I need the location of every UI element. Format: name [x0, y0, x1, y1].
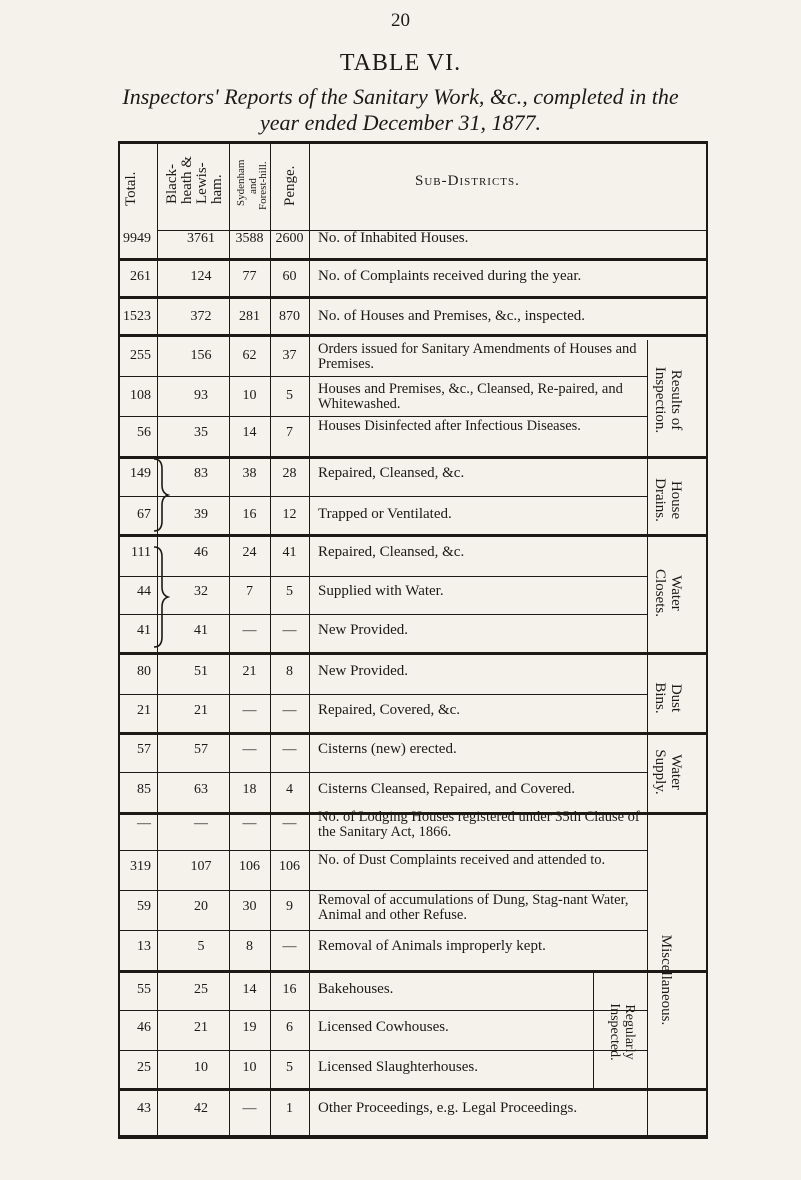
cell-blackheath: 35 — [194, 425, 208, 440]
group-water-supply — [652, 742, 684, 802]
group-water-closets — [652, 558, 684, 628]
cell-total: 149 — [130, 466, 151, 481]
cell-description: Orders issued for Sanitary Amendments of Houses and Premises. — [318, 341, 637, 372]
group-results-of-inspection — [652, 345, 684, 455]
cell-penge: — — [282, 742, 297, 757]
row-separator — [118, 850, 647, 851]
cell-total: 261 — [130, 269, 151, 284]
cell-blackheath: 32 — [194, 584, 208, 599]
group-label-line: Bins. — [652, 682, 669, 714]
group-separator — [118, 652, 708, 655]
row-separator — [118, 496, 647, 497]
cell-description: Houses Disinfected after Infectious Diseases. — [318, 418, 581, 434]
group-label-line: Drains. — [652, 478, 669, 522]
cell-penge: 8 — [286, 664, 293, 679]
cell-sydenham: — — [242, 703, 257, 718]
cell-blackheath: 10 — [194, 1060, 208, 1075]
cell-blackheath: 41 — [194, 623, 208, 638]
cell-description: Repaired, Covered, &c. — [318, 702, 461, 718]
cell-description: New Provided. — [318, 622, 408, 638]
cell-total: 13 — [137, 939, 151, 954]
cell-penge: 41 — [282, 545, 297, 560]
group-separator — [118, 296, 708, 299]
cell-total: 21 — [137, 703, 151, 718]
header-blackheath-2: heath & — [179, 156, 195, 204]
table-top-rule — [118, 141, 708, 144]
cell-penge: 7 — [286, 425, 293, 440]
row-separator — [118, 416, 647, 417]
cell-total: 111 — [131, 545, 151, 560]
cell-description: No. of Houses and Premises, &c., inspected. — [318, 308, 586, 324]
group-label-line: Miscellaneous. — [658, 934, 674, 1026]
cell-total: 319 — [130, 859, 151, 874]
table-title: TABLE VI. — [339, 50, 462, 76]
cell-description: No. of Dust Complaints received and attended to. — [318, 852, 606, 868]
header-sydenham-3: Forest-hill. — [257, 161, 269, 210]
row-separator — [118, 772, 647, 773]
cell-total: 80 — [137, 664, 151, 679]
cell-penge: 5 — [286, 1060, 293, 1075]
cell-total: — — [137, 816, 151, 831]
group-house-drains — [652, 465, 684, 535]
cell-description: No. of Complaints received during the year. — [318, 268, 582, 284]
cell-sydenham: 16 — [242, 507, 257, 522]
cell-description: No. of Lodging Houses registered under 35th Clause of the Sanitary Act, 1866. — [318, 809, 640, 840]
cell-total: 67 — [137, 507, 151, 522]
header-blackheath-1: Black- — [164, 164, 180, 204]
cell-sydenham: — — [242, 1101, 257, 1116]
cell-blackheath: 42 — [194, 1101, 208, 1116]
cell-sydenham: 281 — [239, 309, 260, 324]
group-label-line: Supply. — [652, 749, 669, 795]
cell-blackheath: 83 — [194, 466, 208, 481]
cell-sydenham: 10 — [242, 388, 257, 403]
group-label-line: Closets. — [652, 569, 669, 617]
cell-total: 41 — [137, 623, 151, 638]
cell-penge: 37 — [282, 348, 297, 363]
group-label-line: Water — [668, 575, 684, 611]
cell-penge: 6 — [286, 1020, 293, 1035]
cell-blackheath: 107 — [190, 859, 212, 874]
cell-description: Removal of Animals improperly kept. — [318, 938, 546, 954]
group-label-line: Dust — [668, 683, 684, 713]
cell-total: 255 — [130, 348, 151, 363]
cell-sydenham: 62 — [242, 348, 257, 363]
cell-penge: 16 — [282, 982, 297, 997]
cell-description: Other Proceedings, e.g. Legal Proceedings. — [318, 1100, 578, 1116]
cell-penge: — — [282, 703, 297, 718]
cell-sydenham: 8 — [246, 939, 253, 954]
cell-description: Cisterns (new) erected. — [318, 741, 457, 757]
cell-description: No. of Inhabited Houses. — [318, 230, 469, 246]
cell-penge: 5 — [286, 584, 293, 599]
cell-description: Licensed Cowhouses. — [318, 1019, 449, 1035]
cell-penge: 5 — [286, 388, 293, 403]
cell-sydenham: 19 — [242, 1020, 257, 1035]
group-label-line: Results of — [668, 369, 684, 431]
group-label-line: Inspection. — [652, 366, 669, 434]
header-penge: Penge. — [282, 165, 298, 206]
group-separator — [118, 970, 708, 973]
cell-penge: — — [282, 939, 297, 954]
header-sub-districts: Sub-Districts. — [415, 173, 520, 189]
cell-penge: 9 — [286, 899, 293, 914]
cell-blackheath: 51 — [194, 664, 208, 679]
cell-sydenham: — — [242, 623, 257, 638]
cell-sydenham: 10 — [242, 1060, 257, 1075]
group-label-line: House — [668, 480, 684, 520]
cell-blackheath: 57 — [194, 742, 208, 757]
cell-penge: 106 — [279, 859, 300, 874]
cell-description: Bakehouses. — [318, 981, 394, 997]
group-dust-bins — [652, 673, 684, 723]
brace-closets-icon — [150, 543, 170, 651]
cell-sydenham: 3588 — [235, 231, 264, 246]
cell-sydenham: 77 — [242, 269, 257, 284]
cell-blackheath: 46 — [194, 545, 208, 560]
cell-total: 43 — [137, 1101, 151, 1116]
cell-sydenham: — — [242, 742, 257, 757]
cell-blackheath: 156 — [190, 348, 212, 363]
row-separator — [118, 1010, 647, 1011]
cell-penge: 2600 — [275, 231, 304, 246]
group-separator — [118, 1088, 708, 1091]
cell-sydenham: 14 — [242, 425, 257, 440]
cell-sydenham: 7 — [246, 584, 253, 599]
header-sydenham-1: Sydenham — [235, 159, 247, 206]
cell-total: 1523 — [123, 309, 151, 324]
cell-penge: 28 — [282, 466, 297, 481]
group-label-line: Water — [668, 754, 684, 790]
cell-blackheath: 63 — [194, 782, 208, 797]
cell-description: Supplied with Water. — [318, 583, 444, 599]
cell-total: 57 — [137, 742, 151, 757]
group-label-line: Regularly — [622, 1004, 637, 1060]
cell-sydenham: 21 — [242, 664, 257, 679]
row-separator — [118, 614, 647, 615]
row-separator — [118, 890, 647, 891]
cell-penge: 4 — [286, 782, 293, 797]
group-separator — [118, 732, 708, 735]
cell-description: Cisterns Cleansed, Repaired, and Covered. — [318, 781, 576, 797]
cell-total: 56 — [137, 425, 151, 440]
cell-description: New Provided. — [318, 663, 408, 679]
group-column-rule — [647, 340, 648, 1135]
cell-blackheath: 5 — [197, 939, 205, 954]
cell-penge: — — [282, 623, 297, 638]
cell-total: 44 — [137, 584, 151, 599]
row-separator — [118, 376, 647, 377]
cell-blackheath: 39 — [194, 507, 208, 522]
group-regularly-inspected — [607, 992, 636, 1072]
cell-total: 59 — [137, 899, 151, 914]
cell-description: Repaired, Cleansed, &c. — [318, 465, 465, 481]
cell-total: 9949 — [123, 231, 151, 246]
group-separator — [118, 534, 708, 537]
cell-blackheath: 20 — [194, 899, 208, 914]
cell-penge: 12 — [282, 507, 297, 522]
right-border — [706, 141, 708, 1139]
cell-sydenham: 14 — [242, 982, 257, 997]
brace-drains-icon — [150, 455, 170, 535]
cell-description: Houses and Premises, &c., Cleansed, Re-paired, and Whitewashed. — [318, 381, 623, 412]
cell-penge: 60 — [282, 269, 297, 284]
group-miscellaneous — [657, 915, 673, 1045]
group-separator — [118, 334, 708, 337]
inspected-column-rule — [593, 972, 594, 1088]
cell-penge: 870 — [279, 309, 300, 324]
header-total: Total. — [123, 171, 139, 206]
group-separator — [118, 456, 708, 459]
cell-blackheath: 21 — [194, 703, 208, 718]
cell-penge: — — [282, 816, 297, 831]
page-number: 20 — [391, 10, 410, 31]
header-sydenham-2: and — [247, 178, 259, 194]
cell-blackheath: 124 — [190, 269, 212, 284]
group-separator — [118, 258, 708, 261]
cell-description: Removal of accumulations of Dung, Stag-nant Water, Animal and other Refuse. — [318, 892, 629, 923]
header-blackheath-3: Lewis- — [194, 162, 210, 204]
column-rule — [309, 141, 310, 1135]
cell-description: Repaired, Cleansed, &c. — [318, 544, 465, 560]
cell-blackheath: 372 — [190, 309, 212, 324]
cell-penge: 1 — [286, 1101, 293, 1116]
header-blackheath-4: ham. — [209, 174, 225, 204]
cell-sydenham: 24 — [242, 545, 257, 560]
cell-blackheath: — — [194, 816, 208, 831]
table-subtitle-line-2: year ended December 31, 1877. — [259, 110, 541, 135]
row-separator — [118, 930, 647, 931]
cell-total: 55 — [137, 982, 151, 997]
cell-total: 85 — [137, 782, 151, 797]
row-separator — [118, 694, 647, 695]
cell-total: 46 — [137, 1020, 151, 1035]
cell-total: 25 — [137, 1060, 151, 1075]
cell-sydenham: — — [242, 816, 257, 831]
cell-total: 108 — [130, 388, 151, 403]
cell-description: Trapped or Ventilated. — [318, 506, 452, 522]
row-separator — [118, 576, 647, 577]
cell-sydenham: 18 — [242, 782, 257, 797]
table-subtitle-line-1: Inspectors' Reports of the Sanitary Work, &c., completed in the — [122, 84, 679, 109]
cell-description: Licensed Slaughterhouses. — [318, 1059, 478, 1075]
cell-blackheath: 25 — [194, 982, 208, 997]
cell-blackheath: 93 — [194, 388, 208, 403]
cell-sydenham: 38 — [242, 466, 257, 481]
cell-sydenham: 106 — [239, 859, 260, 874]
group-label-line: Inspected. — [607, 1003, 623, 1061]
cell-blackheath: 21 — [194, 1020, 208, 1035]
cell-sydenham: 30 — [242, 899, 257, 914]
table-bottom-rule — [118, 1135, 708, 1139]
row-separator — [118, 1050, 647, 1051]
cell-blackheath: 3761 — [187, 231, 215, 246]
